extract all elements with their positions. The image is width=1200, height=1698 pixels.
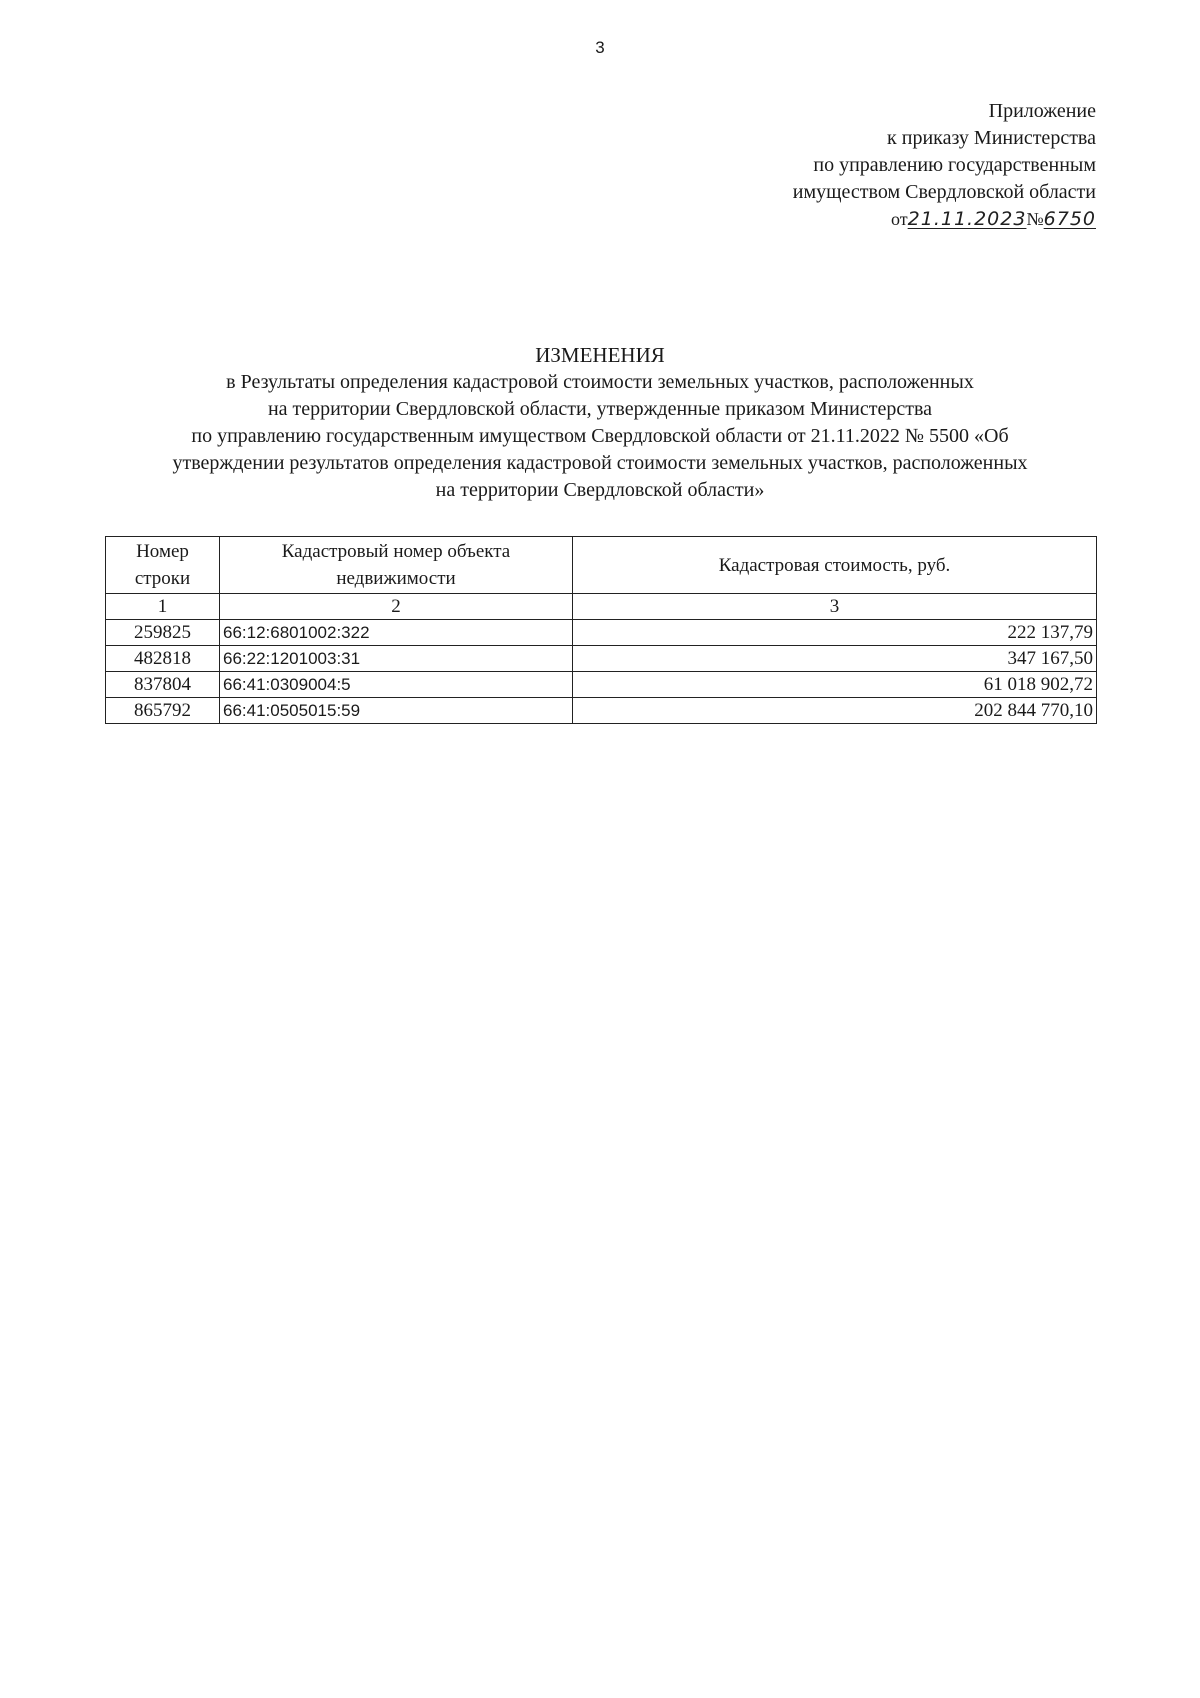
column-number: 3 <box>573 594 1097 620</box>
row-cadastral-value: 61 018 902,72 <box>573 672 1097 698</box>
title-line: в Результаты определения кадастровой стоимости земельных участков, расположенных <box>226 371 974 393</box>
row-cadastral-value: 202 844 770,10 <box>573 698 1097 724</box>
table-row <box>106 698 1097 724</box>
row-line-number: 482818 <box>106 646 220 672</box>
title-line: на территории Свердловской области, утвержденные приказом Министерства <box>267 398 933 420</box>
row-cadastral-number: 66:41:0505015:59 <box>220 698 573 724</box>
appendix-line: имуществом Свердловской области <box>792 181 1096 203</box>
row-line-number: 259825 <box>106 620 220 646</box>
cadastral-value-table <box>105 536 1097 724</box>
document-title <box>100 342 1100 504</box>
order-prefix: от <box>891 209 908 229</box>
column-number: 2 <box>220 594 573 620</box>
column-number: 1 <box>106 594 220 620</box>
header-cadastral-value: Кадастровая стоимость, руб. <box>573 537 1097 594</box>
title-line: по управлению государственным имуществом Свердловской области от 21.11.2022 № 5500 «Об <box>191 425 1009 447</box>
table-row <box>106 620 1097 646</box>
title-line: на территории Свердловской области» <box>435 479 765 501</box>
row-cadastral-number: 66:12:6801002:322 <box>220 620 573 646</box>
row-cadastral-number: 66:22:1201003:31 <box>220 646 573 672</box>
table-row <box>106 646 1097 672</box>
order-number-handwritten: 6750 <box>1043 208 1096 230</box>
table-row <box>106 672 1097 698</box>
title-heading: ИЗМЕНЕНИЯ <box>535 343 665 367</box>
appendix-line: по управлению государственным <box>813 154 1096 176</box>
order-number-prefix: № <box>1026 209 1044 229</box>
appendix-block <box>793 98 1096 233</box>
order-date-handwritten: 21.11.2023 <box>907 208 1027 230</box>
appendix-line: к приказу Министерства <box>887 127 1096 149</box>
page-number: 3 <box>595 38 605 57</box>
column-number-row <box>106 594 1097 620</box>
title-line: утверждении результатов определения кадастровой стоимости земельных участков, расположенных <box>172 452 1028 474</box>
order-reference <box>793 206 1096 233</box>
header-line-number: Номер строки <box>106 537 220 594</box>
row-cadastral-number: 66:41:0309004:5 <box>220 672 573 698</box>
row-cadastral-value: 347 167,50 <box>573 646 1097 672</box>
row-cadastral-value: 222 137,79 <box>573 620 1097 646</box>
table-header-row <box>106 537 1097 594</box>
appendix-line: Приложение <box>988 100 1096 122</box>
row-line-number: 865792 <box>106 698 220 724</box>
row-line-number: 837804 <box>106 672 220 698</box>
header-cadastral-number: Кадастровый номер объекта недвижимости <box>220 537 573 594</box>
